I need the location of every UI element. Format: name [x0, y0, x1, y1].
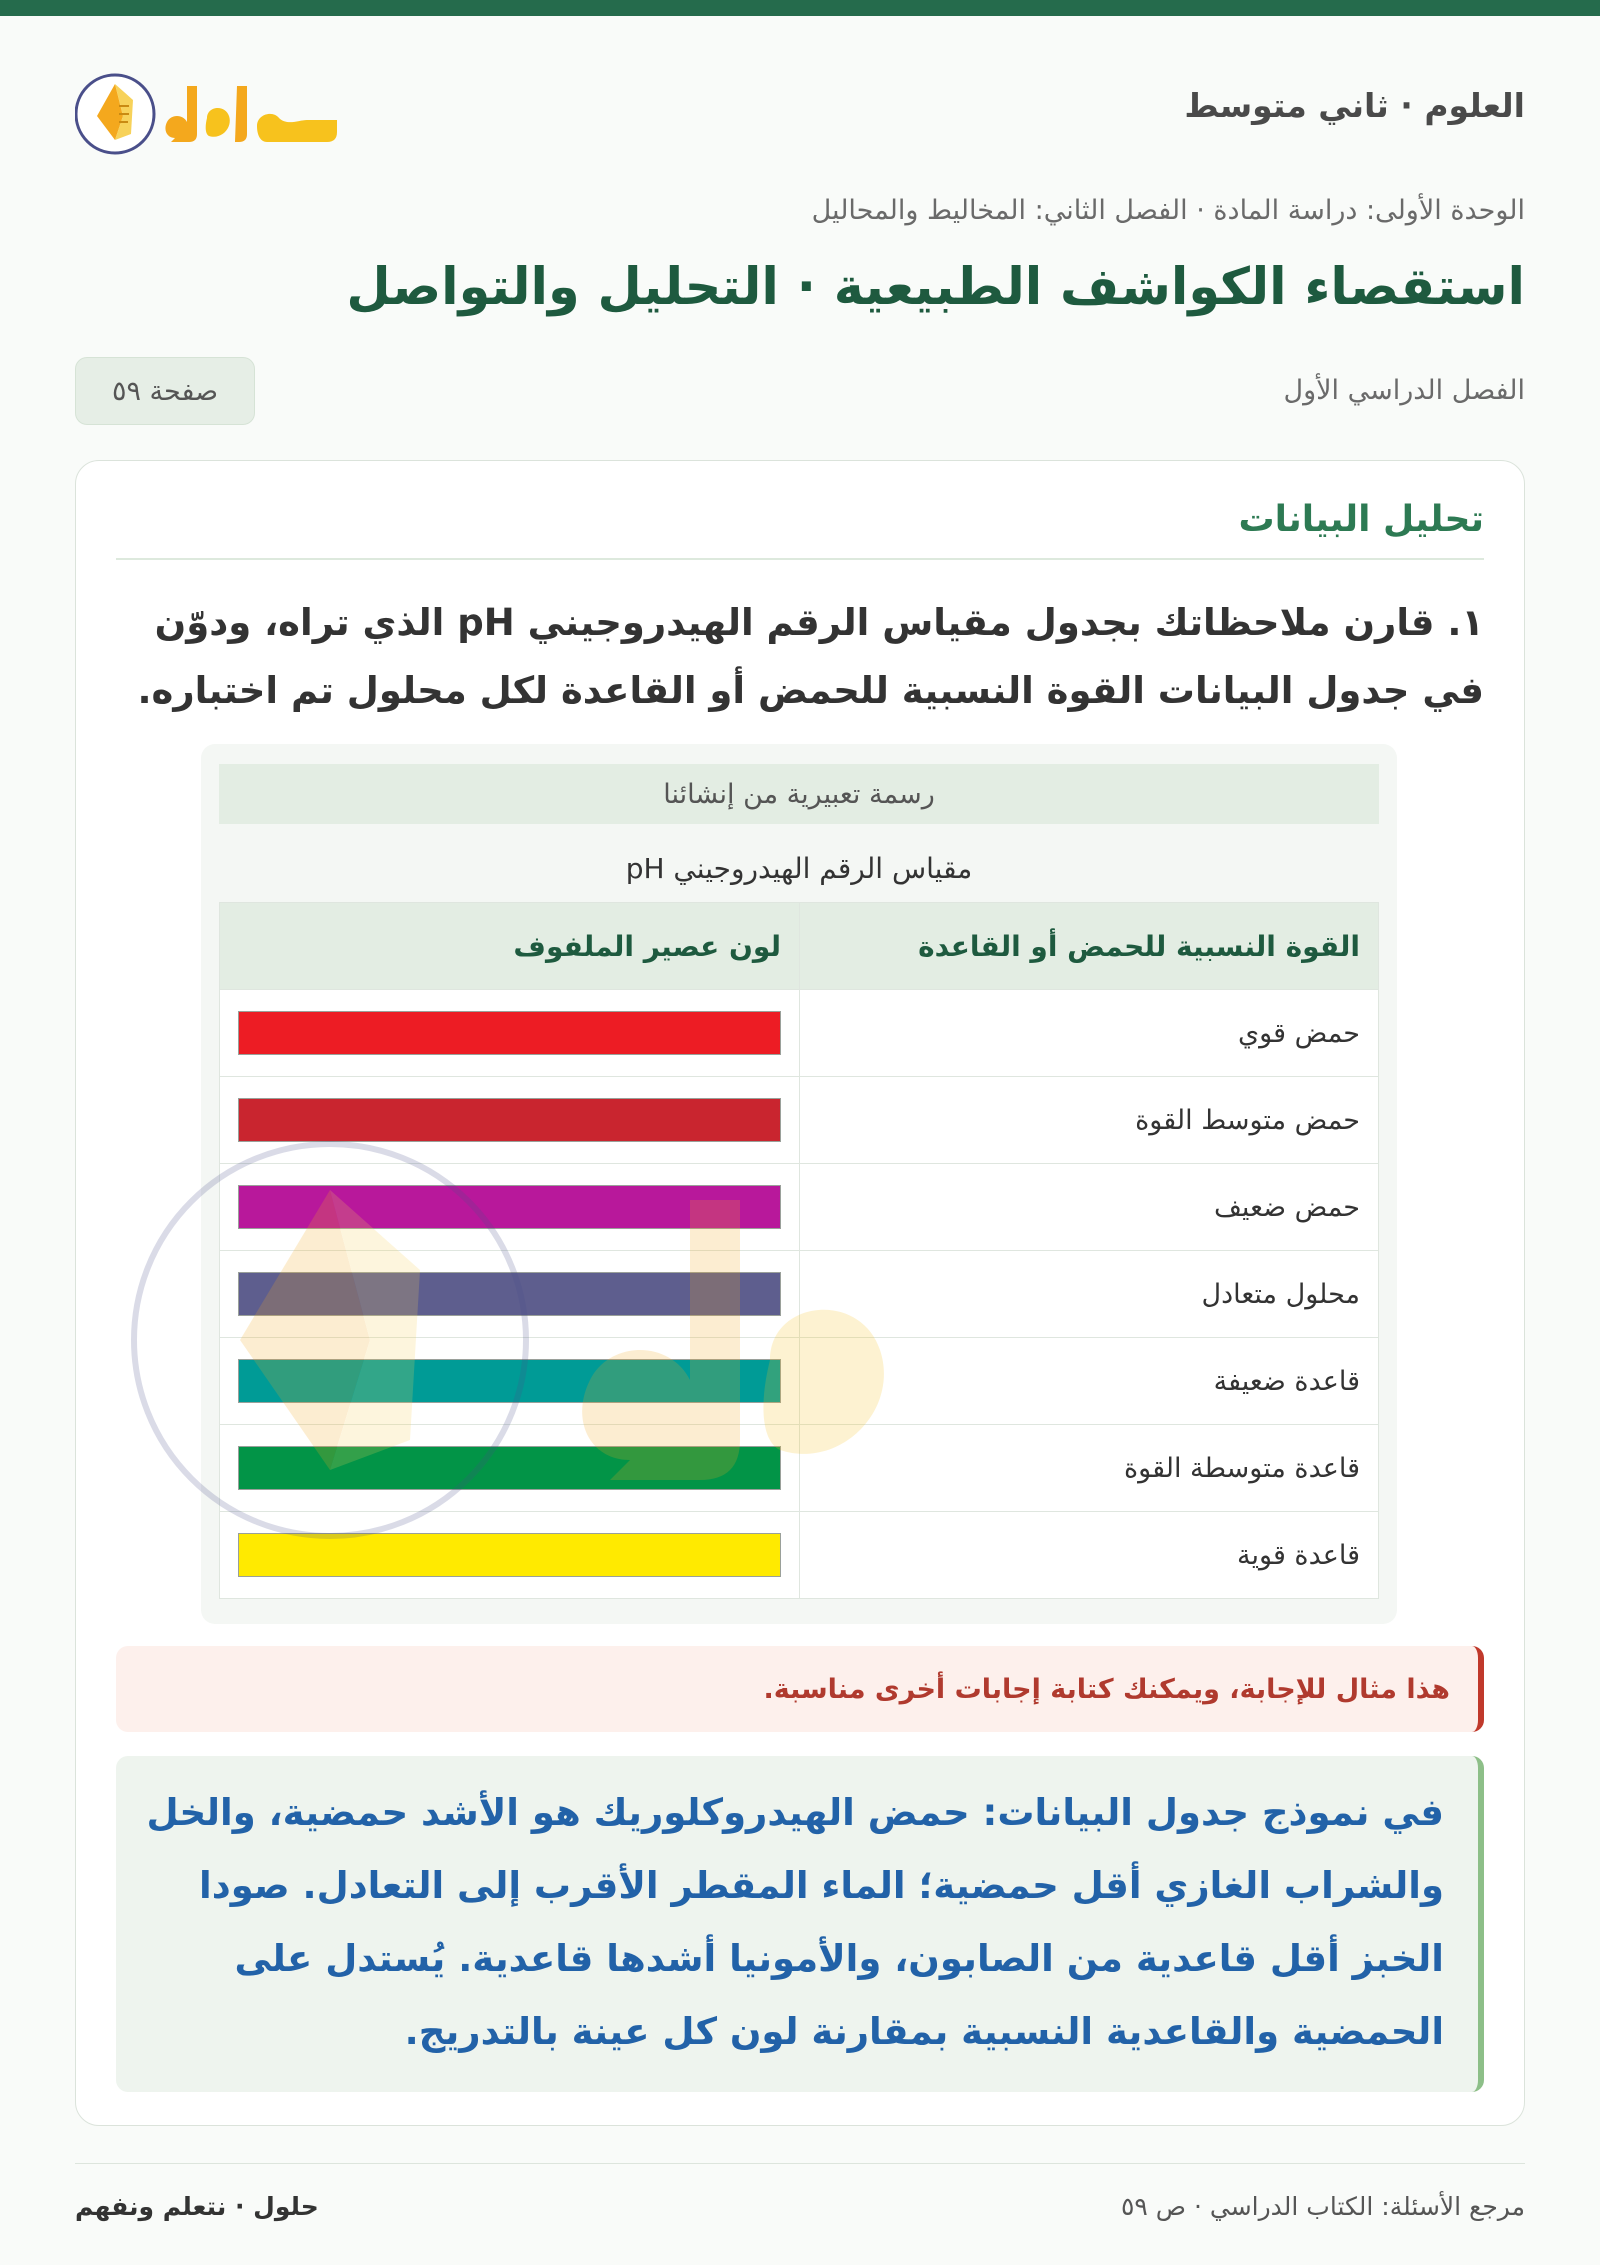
table-row	[220, 1164, 1379, 1251]
table-header-row	[220, 903, 1379, 990]
color-cell	[220, 1164, 800, 1251]
strength-cell: قاعدة ضعيفة	[800, 1338, 1379, 1425]
strength-cell: محلول متعادل	[800, 1251, 1379, 1338]
strength-cell: حمض قوي	[800, 990, 1379, 1077]
color-cell	[220, 1338, 800, 1425]
color-cell	[220, 990, 800, 1077]
footer-reference: مرجع الأسئلة: الكتاب الدراسي · ص ٥٩	[1120, 2192, 1525, 2221]
figure-caption: رسمة تعبيرية من إنشائنا	[219, 764, 1379, 824]
table-row	[220, 990, 1379, 1077]
strength-cell: حمض ضعيف	[800, 1164, 1379, 1251]
page-title: استقصاء الكواشف الطبيعية · التحليل والتواصل	[346, 258, 1525, 317]
page-header	[75, 56, 1525, 156]
section-title: تحليل البيانات	[1238, 499, 1484, 540]
color-swatch	[238, 1185, 781, 1229]
analysis-card	[75, 460, 1525, 2126]
table-row	[220, 1077, 1379, 1164]
footer-brand: حلول · نتعلم ونفهم	[75, 2192, 319, 2221]
color-cell	[220, 1512, 800, 1599]
color-cell	[220, 1077, 800, 1164]
table-row	[220, 1251, 1379, 1338]
header-color: لون عصير الملفوف	[220, 903, 800, 990]
breadcrumb: الوحدة الأولى: دراسة المادة · الفصل الثاني: المخاليط والمحاليل	[811, 195, 1525, 226]
strength-cell: قاعدة قوية	[800, 1512, 1379, 1599]
table-row	[220, 1338, 1379, 1425]
header-strength: القوة النسبية للحمض أو القاعدة	[800, 903, 1379, 990]
footer-divider	[75, 2163, 1525, 2164]
color-swatch	[238, 1272, 781, 1316]
color-cell	[220, 1251, 800, 1338]
ph-color-table	[219, 902, 1379, 1599]
color-swatch	[238, 1533, 781, 1577]
top-accent-bar	[0, 0, 1600, 16]
color-swatch	[238, 1359, 781, 1403]
model-answer: في نموذج جدول البيانات: حمض الهيدروكلوريك هو الأشد حمضية، والخل والشراب الغازي أقل حمضية؛ الماء المقطر الأقرب إلى التعادل. صودا الخبز أقل قاعدية من الصابون، والأمونيا أشدها قاعدية. يُستدل على الحمضية والقاعدية النسبية بمقارنة لون كل عينة بالتدريج.	[116, 1756, 1484, 2092]
hulul-logo[interactable]	[75, 56, 345, 156]
color-swatch	[238, 1446, 781, 1490]
semester-label: الفصل الدراسي الأول	[1283, 375, 1525, 406]
color-swatch	[238, 1011, 781, 1055]
color-swatch	[238, 1098, 781, 1142]
ph-scale-figure	[201, 744, 1397, 1624]
table-row	[220, 1512, 1379, 1599]
table-row	[220, 1425, 1379, 1512]
subject-label: العلوم · ثاني متوسط	[1184, 86, 1525, 125]
answer-disclaimer-note: هذا مثال للإجابة، ويمكنك كتابة إجابات أخرى مناسبة.	[116, 1646, 1484, 1732]
figure-title: مقياس الرقم الهيدروجيني pH	[625, 852, 973, 885]
page-number-badge: صفحة ٥٩	[75, 357, 255, 425]
color-cell	[220, 1425, 800, 1512]
strength-cell: قاعدة متوسطة القوة	[800, 1425, 1379, 1512]
strength-cell: حمض متوسط القوة	[800, 1077, 1379, 1164]
section-divider	[116, 558, 1484, 560]
question-text: ١. قارن ملاحظاتك بجدول مقياس الرقم الهيدروجيني pH الذي تراه، ودوّن في جدول البيانات القوة النسبية للحمض أو القاعدة لكل محلول تم اختباره.	[137, 601, 1484, 712]
